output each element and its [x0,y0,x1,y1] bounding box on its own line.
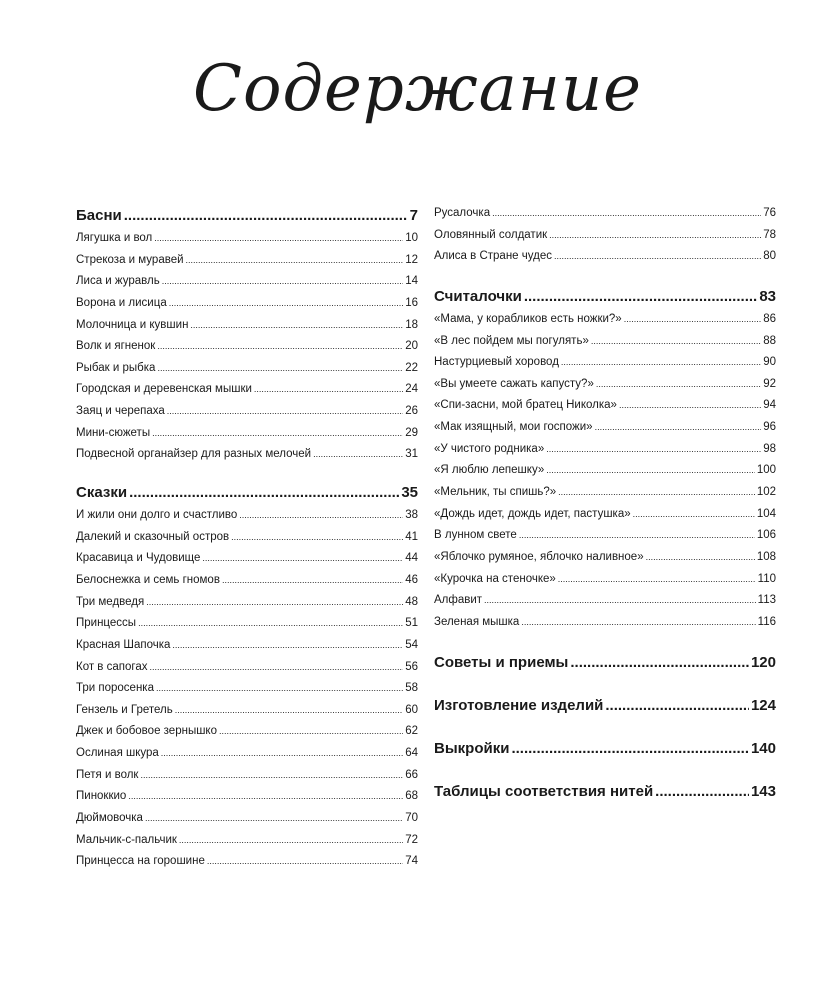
dot-leader [570,654,749,671]
dot-leader [591,336,761,346]
entry-title: «Мак изящный, мои госпожи» [434,421,593,434]
entry-page: 18 [405,318,418,331]
dot-leader [157,341,403,351]
section-page: 143 [750,782,776,800]
entry-title: Подвесной органайзер для разных мелочей [76,448,312,461]
toc-entry[interactable] [76,232,418,254]
entry-title: Молочница и кувшин [76,318,189,331]
section-page: 140 [750,739,776,757]
entry-title: Гензель и Гретель [76,703,173,716]
entry-title: Белоснежка и семь гномов [76,573,220,586]
entry-page: 88 [763,334,776,347]
entry-page: 74 [405,855,418,868]
dot-leader [152,428,403,438]
dot-leader [595,422,762,432]
toc-entry[interactable] [434,443,776,465]
entry-title: Мини-сюжеты [76,426,151,439]
toc-section-heading[interactable] [76,484,418,509]
entry-title: Лягушка и вол [76,232,153,244]
toc-entry[interactable] [434,250,776,272]
section-page: 120 [750,653,776,671]
toc-entry[interactable] [76,725,418,747]
dot-leader [519,530,755,540]
entry-title: Лиса и журавль [76,275,160,288]
section-title: Таблицы соответствия нитей [434,782,654,800]
toc-entry[interactable] [76,855,418,877]
toc-entry[interactable] [76,319,418,341]
entry-page: 31 [405,448,418,461]
toc-entry[interactable] [434,508,776,530]
toc-entry[interactable] [76,427,418,449]
section-title: Басни [76,207,122,224]
entry-page: 58 [405,682,418,695]
dot-leader [239,510,403,520]
entry-title: Три поросенка [76,682,154,695]
toc-entry[interactable] [76,682,418,704]
entry-page: 41 [405,530,418,543]
dot-leader [546,444,761,454]
entry-title: Красавица и Чудовище [76,552,201,565]
dot-leader [511,740,749,757]
dot-leader [521,617,755,627]
entry-title: Ворона и лисица [76,296,167,309]
dot-leader [128,791,403,801]
dot-leader [167,406,403,416]
entry-page: 104 [756,507,776,520]
toc-entry[interactable] [76,362,418,384]
toc-entry[interactable] [76,790,418,812]
entry-page: 64 [405,747,418,760]
entry-page: 51 [405,617,418,630]
entry-page: 62 [405,725,418,738]
dot-leader [524,288,758,305]
toc-entry[interactable] [76,769,418,791]
entry-title: Далекий и сказочный остров [76,530,230,543]
entry-page: 10 [405,232,418,244]
page-title: Содержание [192,52,643,126]
toc-entry[interactable] [76,639,418,661]
toc-list-basni [76,232,418,470]
dot-leader [129,484,399,501]
entry-title: «У чистого родника» [434,442,545,455]
toc-entry[interactable] [434,573,776,595]
toc-section-heading[interactable] [434,740,776,765]
dot-leader [146,597,403,607]
toc-column-right [434,207,776,808]
dot-leader [561,357,761,367]
entry-title: Мальчик-с-пальчик [76,833,177,846]
toc-entry[interactable] [434,313,776,335]
entry-title: «Яблочко румяное, яблочко наливное» [434,550,644,563]
entry-page: 60 [405,703,418,716]
entry-page: 68 [405,790,418,803]
toc-entry[interactable] [76,383,418,405]
entry-page: 90 [763,356,776,369]
entry-title: Русалочка [434,207,491,219]
toc-list-skazki-continued [434,207,776,272]
dot-leader [633,509,755,519]
toc-entry[interactable] [76,747,418,769]
entry-page: 38 [405,509,418,522]
dot-leader [186,255,404,265]
dot-leader [207,856,403,866]
toc-entry[interactable] [76,448,418,470]
dot-leader [619,400,761,410]
entry-title: «Дождь идет, дождь идет, пастушка» [434,507,631,520]
toc-column-left [76,207,418,877]
dot-leader [175,705,403,715]
toc-entry[interactable] [434,421,776,443]
toc-entry[interactable] [76,405,418,427]
toc-entry[interactable] [76,254,418,276]
dot-leader [157,363,403,373]
entry-title: Рыбак и рыбка [76,361,156,374]
toc-entry[interactable] [434,399,776,421]
entry-title: Дюймовочка [76,812,143,825]
dot-leader [554,251,761,261]
entry-page: 44 [405,552,418,565]
dot-leader [624,314,761,324]
entry-page: 48 [405,595,418,608]
entry-page: 102 [756,486,776,499]
entry-page: 66 [405,768,418,781]
dot-leader [222,575,403,585]
entry-title: Зеленая мышка [434,615,520,628]
entry-page: 80 [763,250,776,263]
entry-page: 22 [405,361,418,374]
entry-page: 70 [405,812,418,825]
dot-leader [254,384,403,394]
entry-page: 24 [405,383,418,396]
toc-entry[interactable] [76,596,418,618]
section-title: Сказки [76,484,128,502]
toc-entry[interactable] [76,509,418,531]
toc-entry[interactable] [76,340,418,362]
toc-list-skazki [76,509,418,877]
toc-entry[interactable] [76,704,418,726]
toc-entry[interactable] [76,552,418,574]
section-title: Советы и приемы [434,653,569,671]
entry-page: 16 [405,296,418,309]
toc-entry[interactable] [76,297,418,319]
entry-page: 92 [763,377,776,390]
entry-title: «Вы умеете сажать капусту?» [434,377,594,390]
toc-entry[interactable] [434,464,776,486]
section-page: 7 [409,207,418,224]
entry-title: «Мама, у корабликов есть ножки?» [434,312,622,325]
entry-title: Настурциевый хоровод [434,356,559,369]
dot-leader [231,532,403,542]
entry-title: Ослиная шкура [76,747,159,760]
entry-page: 108 [756,550,776,563]
entry-page: 20 [405,340,418,353]
entry-page: 14 [405,275,418,288]
toc-entry[interactable] [434,378,776,400]
dot-leader [646,552,755,562]
dot-leader [558,487,755,497]
dot-leader [202,553,403,563]
entry-title: Алфавит [434,594,483,607]
dot-leader [546,465,755,475]
dot-leader [179,835,403,845]
entry-title: В лунном свете [434,529,517,542]
entry-page: 12 [405,253,418,266]
dot-leader [492,208,761,218]
entry-title: Красная Шапочка [76,638,171,651]
toc-entry[interactable] [76,661,418,683]
section-page: 124 [750,696,776,714]
entry-page: 100 [756,464,776,477]
entry-title: Алиса в Стране чудес [434,250,552,263]
entry-title: Принцессы [76,617,137,630]
toc-entry[interactable] [434,551,776,573]
dot-leader [145,813,403,823]
entry-title: Волк и ягненок [76,340,156,353]
entry-title: Пиноккио [76,790,127,803]
entry-title: «В лес пойдем мы погулять» [434,334,589,347]
toc-section-heading[interactable] [434,697,776,722]
toc-entry[interactable] [434,356,776,378]
toc-entry[interactable] [76,275,418,297]
dot-leader [549,230,761,240]
toc-section-heading[interactable] [434,288,776,313]
entry-title: Городская и деревенская мышки [76,383,252,396]
entry-page: 78 [763,228,776,241]
entry-page: 96 [763,421,776,434]
entry-title: Оловянный солдатик [434,228,548,241]
toc-entry[interactable] [434,335,776,357]
entry-page: 76 [763,207,776,219]
dot-leader [313,449,403,459]
entry-page: 56 [405,660,418,673]
toc-entry[interactable] [76,834,418,856]
toc-entry[interactable] [434,229,776,251]
dot-leader [190,320,403,330]
toc-entry[interactable] [434,207,776,229]
section-title: Считалочки [434,287,522,305]
toc-section-heading[interactable] [76,207,418,232]
entry-title: «Спи-засни, мой братец Николка» [434,399,617,412]
toc-section-heading[interactable] [434,654,776,679]
dot-leader [156,683,403,693]
toc-entry[interactable] [434,486,776,508]
entry-page: 26 [405,405,418,418]
toc-entry[interactable] [76,812,418,834]
toc-list-schitalochki [434,313,776,638]
entry-title: Стрекоза и муравей [76,253,184,266]
entry-title: «Курочка на стеночке» [434,572,556,585]
dot-leader [154,233,403,243]
toc-entry[interactable] [76,617,418,639]
dot-leader [138,618,403,628]
section-title: Изготовление изделий [434,696,604,714]
toc-entry[interactable] [76,574,418,596]
entry-page: 94 [763,399,776,412]
dot-leader [140,770,403,780]
entry-title: Три медведя [76,595,145,608]
toc-entry[interactable] [434,616,776,638]
dot-leader [219,726,403,736]
entry-page: 98 [763,442,776,455]
entry-title: «Я люблю лепешку» [434,464,545,477]
dot-leader [162,276,403,286]
dot-leader [605,697,749,714]
entry-page: 46 [405,573,418,586]
dot-leader [149,662,403,672]
dot-leader [161,748,403,758]
dot-leader [596,379,761,389]
entry-page: 29 [405,426,418,439]
entry-title: «Мельник, ты спишь?» [434,486,557,499]
entry-title: И жили они долго и счастливо [76,509,238,522]
entry-page: 110 [757,572,776,585]
section-title: Выкройки [434,739,510,757]
section-page: 83 [759,287,776,305]
dot-leader [169,298,403,308]
toc-entry[interactable] [76,531,418,553]
entry-title: Заяц и черепаха [76,405,165,418]
toc-section-heading[interactable] [434,783,776,808]
entry-page: 116 [757,615,776,628]
entry-title: Петя и волк [76,768,139,781]
entry-title: Принцесса на горошине [76,855,205,868]
entry-page: 72 [405,833,418,846]
entry-title: Джек и бобовое зернышко [76,725,217,738]
entry-page: 54 [405,638,418,651]
dot-leader [124,207,408,224]
dot-leader [558,574,756,584]
toc-entry[interactable] [434,529,776,551]
entry-page: 86 [763,312,776,325]
section-page: 35 [401,484,418,502]
dot-leader [484,595,756,605]
entry-page: 106 [756,529,776,542]
dot-leader [655,783,749,800]
entry-title: Кот в сапогах [76,660,148,673]
entry-page: 113 [757,594,776,607]
dot-leader [172,640,403,650]
toc-entry[interactable] [434,594,776,616]
